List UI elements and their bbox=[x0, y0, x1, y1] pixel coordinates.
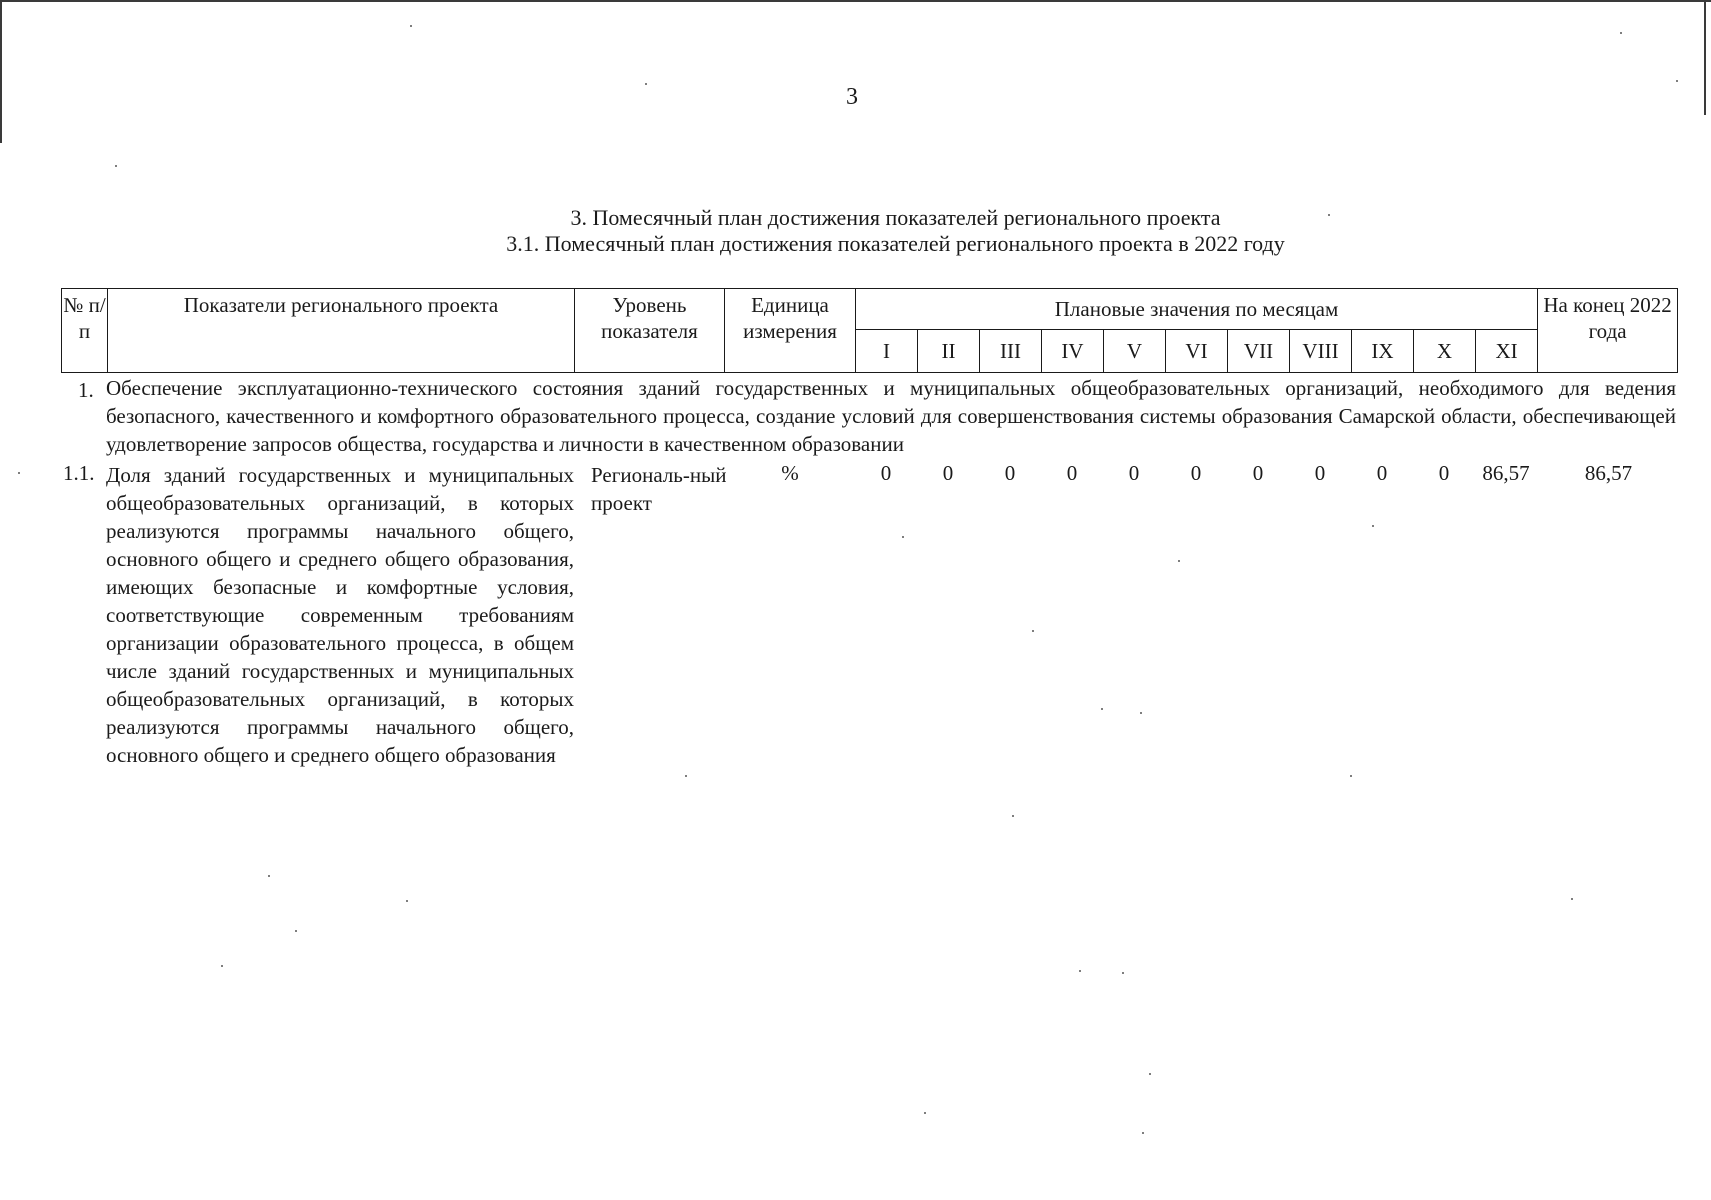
header-month: VI bbox=[1166, 330, 1228, 373]
month-value: 0 bbox=[942, 461, 954, 485]
row-number: 1.1. bbox=[63, 461, 95, 485]
header-month: V bbox=[1104, 330, 1166, 373]
header-month: II bbox=[918, 330, 980, 373]
scan-speck bbox=[221, 965, 223, 967]
section-title: 3. Помесячный план достижения показателей регионального проекта bbox=[570, 205, 1221, 230]
month-value: 86,57 bbox=[1482, 461, 1530, 485]
section-text: Обеспечение эксплуатационно-технического состояния зданий государственных и муниципальных общеобразовательных организаций, необходимого для ведения безопасного, качественного и комфортного образовательного процесса, создание условий для совершенствования системы образования Самарской области, обеспечивающей удовлетворение запросов общества, государства и личности в качественном образовании bbox=[106, 376, 1676, 456]
scan-speck bbox=[685, 775, 687, 777]
scan-speck bbox=[1101, 708, 1103, 710]
scan-speck bbox=[1676, 80, 1678, 82]
scan-speck bbox=[115, 165, 117, 167]
header-month: XI bbox=[1476, 330, 1538, 373]
scan-edge-right bbox=[1704, 0, 1706, 115]
header-month: I bbox=[856, 330, 918, 373]
scan-speck bbox=[295, 930, 297, 932]
header-month: X bbox=[1414, 330, 1476, 373]
section-subtitle: 3.1. Помесячный план достижения показателей регионального проекта в 2022 году bbox=[506, 231, 1285, 256]
scan-edge-left bbox=[0, 0, 2, 143]
scan-speck bbox=[1178, 560, 1180, 562]
scan-speck bbox=[1122, 972, 1124, 974]
scan-speck bbox=[924, 1112, 926, 1114]
header-month: IV bbox=[1042, 330, 1104, 373]
header-year-end: На конец 2022 года bbox=[1538, 289, 1678, 373]
page-number: 3 bbox=[846, 84, 858, 110]
scan-speck bbox=[410, 25, 412, 27]
scan-speck bbox=[1350, 775, 1352, 777]
month-value: 0 bbox=[1314, 461, 1326, 485]
scan-speck bbox=[1328, 214, 1330, 216]
scan-speck bbox=[902, 536, 904, 538]
scan-speck bbox=[1079, 970, 1081, 972]
header-level: Уровень показателя bbox=[575, 289, 725, 373]
scan-speck bbox=[1372, 525, 1374, 527]
header-num: № п/п bbox=[62, 289, 108, 373]
header-month: VIII bbox=[1290, 330, 1352, 373]
month-value: 0 bbox=[1004, 461, 1016, 485]
scan-speck bbox=[1012, 815, 1014, 817]
header-month: VII bbox=[1228, 330, 1290, 373]
scan-speck bbox=[406, 900, 408, 902]
scan-speck bbox=[268, 875, 270, 877]
month-value: 0 bbox=[1066, 461, 1078, 485]
header-planned-by-month: Плановые значения по месяцам bbox=[856, 289, 1538, 330]
section-number: 1. bbox=[78, 378, 94, 402]
month-value: 0 bbox=[1252, 461, 1264, 485]
scan-speck bbox=[1140, 712, 1142, 714]
month-value: 0 bbox=[880, 461, 892, 485]
year-end-value: 86,57 bbox=[1584, 461, 1633, 485]
scan-speck bbox=[18, 472, 20, 474]
month-value: 0 bbox=[1376, 461, 1388, 485]
indicator-level: Региональ-ный проект bbox=[591, 463, 727, 515]
scan-speck bbox=[1620, 32, 1622, 34]
indicator-name: Доля зданий государственных и муниципальных общеобразовательных организаций, в которых реализуются программы начального общего, основного общего и среднего общего образования, имеющих безопасные и комфортные условия, соответствующие современным требованиям организации образовательного процесса, в общем числе зданий государственных и муниципальных общеобразовательных организаций, в которых реализуются программы начального общего, основного общего и среднего общего образования bbox=[106, 463, 574, 767]
scan-speck bbox=[1571, 898, 1573, 900]
scan-speck bbox=[1032, 630, 1034, 632]
scan-edge-top bbox=[0, 0, 1711, 2]
header-indicators: Показатели регионального проекта bbox=[108, 289, 575, 373]
scan-speck bbox=[1149, 1073, 1151, 1075]
header-month: IX bbox=[1352, 330, 1414, 373]
plan-table-header bbox=[61, 288, 1678, 373]
indicator-unit: % bbox=[781, 461, 799, 485]
header-unit: Единица измерения bbox=[725, 289, 856, 373]
header-month: III bbox=[980, 330, 1042, 373]
month-value: 0 bbox=[1128, 461, 1140, 485]
month-value: 0 bbox=[1190, 461, 1202, 485]
scan-speck bbox=[1142, 1132, 1144, 1134]
scan-speck bbox=[645, 83, 647, 85]
month-value: 0 bbox=[1438, 461, 1450, 485]
